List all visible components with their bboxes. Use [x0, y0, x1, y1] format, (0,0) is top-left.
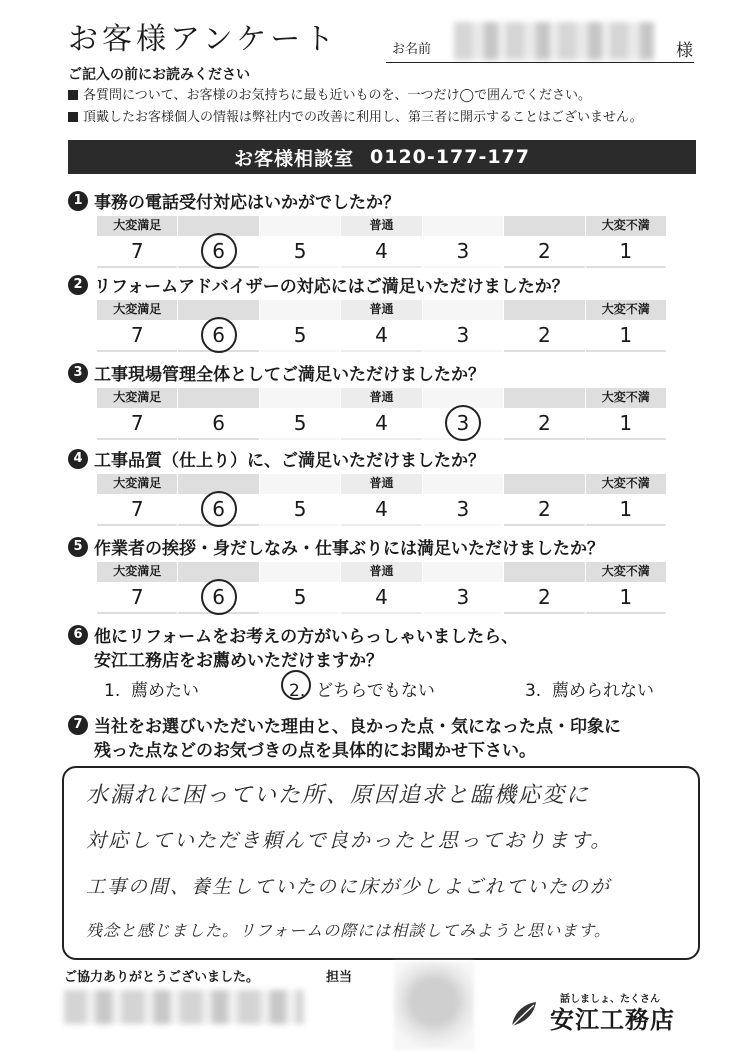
- question-3: [68, 360, 485, 385]
- company-slogan: 話しましょ、たくさん: [560, 994, 660, 1005]
- scale-label-best: 大変満足: [113, 218, 162, 232]
- rating-value: 7: [97, 320, 177, 350]
- answer-circle: [445, 405, 481, 441]
- question-number-badge: 3: [68, 363, 88, 383]
- rating-option[interactable]: [503, 474, 584, 526]
- rating-option[interactable]: [259, 474, 340, 526]
- rating-scale: [96, 562, 666, 614]
- name-label: お名前: [392, 42, 432, 57]
- question-text: 工事品質（仕上り）に、ご満足いただけましたか？: [94, 451, 485, 471]
- rating-scale: [96, 474, 666, 526]
- rating-option[interactable]: [259, 300, 340, 352]
- rating-option[interactable]: [177, 474, 258, 526]
- answer-circle: [201, 233, 237, 269]
- comment-line: 残念と感じました。リフォームの際には相談してみようと思います。: [86, 921, 611, 940]
- rating-value: 4: [341, 408, 421, 438]
- rating-value: 2: [504, 494, 584, 524]
- rating-scale: [96, 388, 666, 440]
- rating-value: 5: [260, 236, 340, 266]
- scale-label-best: 大変満足: [113, 476, 162, 490]
- rating-option[interactable]: [422, 474, 503, 526]
- scale-label-worst: 大変不満: [601, 390, 650, 404]
- question-number-badge: 1: [68, 191, 88, 211]
- staff-label: 担当: [326, 970, 353, 985]
- rating-option[interactable]: [259, 216, 340, 268]
- leaf-logo-icon: [506, 996, 542, 1032]
- rating-option[interactable]: [177, 300, 258, 352]
- rating-option[interactable]: [585, 388, 666, 440]
- comment-line: 対応していただき頼んで良かったと思っております。: [86, 828, 613, 852]
- rating-option[interactable]: [503, 216, 584, 268]
- name-suffix: 様: [676, 41, 693, 61]
- square-bullet-icon: [68, 90, 78, 100]
- rating-option[interactable]: [259, 388, 340, 440]
- rating-option[interactable]: [340, 474, 421, 526]
- question-2: [68, 272, 569, 297]
- question-text: 残った点などのお気づきの点を具体的にお聞かせ下さい。: [94, 741, 536, 761]
- scale-label-worst: 大変不満: [601, 476, 650, 490]
- option-recommend[interactable]: 1. 薦めたい: [104, 681, 200, 701]
- square-bullet-icon: [68, 112, 78, 122]
- rating-option[interactable]: [422, 562, 503, 614]
- comment-line: 工事の間、養生していたのに床が少しよごれていたのが: [86, 876, 612, 898]
- rating-option[interactable]: [177, 562, 258, 614]
- rating-option[interactable]: [96, 300, 177, 352]
- rating-value: 3: [423, 494, 503, 524]
- rating-value: 4: [341, 582, 421, 612]
- rating-value: 2: [504, 236, 584, 266]
- rating-value: 7: [97, 408, 177, 438]
- rating-option[interactable]: [503, 300, 584, 352]
- rating-value: 1: [586, 582, 666, 612]
- rating-value: 3: [423, 582, 503, 612]
- rating-option[interactable]: [259, 562, 340, 614]
- rating-option[interactable]: [340, 388, 421, 440]
- rating-value: 1: [586, 320, 666, 350]
- question-text: リフォームアドバイザーの対応にはご満足いただけましたか？: [94, 277, 569, 297]
- rating-value: 6: [178, 320, 258, 350]
- rating-option[interactable]: [177, 388, 258, 440]
- page-title: お客様アンケート: [68, 22, 339, 57]
- rating-value: 6: [178, 408, 258, 438]
- rating-option[interactable]: [422, 388, 503, 440]
- question-number-badge: 6: [68, 625, 88, 645]
- rating-option[interactable]: [340, 216, 421, 268]
- rating-value: 3: [423, 320, 503, 350]
- redacted-stamp: [394, 962, 474, 1050]
- answer-circle: [201, 491, 237, 527]
- rating-value: 6: [178, 236, 258, 266]
- rating-value: 4: [341, 320, 421, 350]
- option-not-recommend[interactable]: 3. 薦められない: [524, 681, 654, 701]
- comment-line: 水漏れに困っていた所、原因追求と臨機応変に: [86, 783, 591, 808]
- rating-value: 1: [586, 236, 666, 266]
- question-7-line2: [94, 736, 536, 761]
- rating-value: 7: [97, 236, 177, 266]
- rating-value: 2: [504, 582, 584, 612]
- scale-label-best: 大変満足: [113, 302, 162, 316]
- question-text: 当社をお選びいただいた理由と、良かった点・気になった点・印象に: [94, 717, 621, 737]
- q6-options: [104, 676, 654, 701]
- rating-option[interactable]: [177, 216, 258, 268]
- question-number-badge: 7: [68, 715, 88, 735]
- scale-label-worst: 大変不満: [601, 218, 650, 232]
- rating-option[interactable]: [340, 562, 421, 614]
- answer-circle: [281, 670, 311, 700]
- notice-item: 各質問について、お客様のお気持ちに最も近いものを、一つだけ◯で囲んでください。: [68, 84, 591, 103]
- rating-value: 6: [178, 494, 258, 524]
- rating-value: 5: [260, 408, 340, 438]
- rating-value: 1: [586, 494, 666, 524]
- thanks-text: ご協力ありがとうございました。: [64, 970, 260, 985]
- question-5: [68, 534, 604, 559]
- scale-label-mid: 普通: [369, 302, 394, 316]
- scale-label-worst: 大変不満: [601, 564, 650, 578]
- rating-value: 5: [260, 320, 340, 350]
- rating-scale: [96, 300, 666, 352]
- support-banner: [68, 140, 696, 174]
- question-number-badge: 5: [68, 537, 88, 557]
- rating-scale: [96, 216, 666, 268]
- question-text: 安江工務店をお薦めいただけますか？: [94, 651, 383, 671]
- rating-option[interactable]: [503, 562, 584, 614]
- question-1: [68, 188, 400, 213]
- rating-option[interactable]: [585, 216, 666, 268]
- rating-option[interactable]: [422, 216, 503, 268]
- rating-value: 3: [423, 236, 503, 266]
- question-text: 事務の電話受付対応はいかがでしたか？: [94, 193, 400, 213]
- scale-label-best: 大変満足: [113, 390, 162, 404]
- question-number-badge: 4: [68, 449, 88, 469]
- question-6: [68, 622, 518, 647]
- rating-option[interactable]: [585, 300, 666, 352]
- scale-label-mid: 普通: [369, 476, 394, 490]
- rating-option[interactable]: [422, 300, 503, 352]
- rating-value: 1: [586, 408, 666, 438]
- question-6-line2: [94, 646, 383, 671]
- redacted-name: [454, 22, 654, 60]
- scale-label-worst: 大変不満: [601, 302, 650, 316]
- rating-value: 7: [97, 494, 177, 524]
- scale-label-best: 大変満足: [113, 564, 162, 578]
- scale-label-mid: 普通: [369, 218, 394, 232]
- pre-heading: ご記入の前にお読みください: [68, 67, 250, 83]
- rating-option[interactable]: [96, 474, 177, 526]
- name-underline: [386, 62, 694, 63]
- answer-circle: [201, 579, 237, 615]
- question-text: 他にリフォームをお考えの方がいらっしゃいましたら、: [94, 627, 519, 647]
- company-name: 安江工務店: [550, 1006, 675, 1034]
- rating-value: 5: [260, 582, 340, 612]
- rating-value: 4: [341, 494, 421, 524]
- rating-value: 2: [504, 408, 584, 438]
- rating-option[interactable]: [96, 216, 177, 268]
- notice-item: 頂戴したお客様個人の情報は弊社内での改善に利用し、第三者に開示することはございません。: [68, 106, 643, 125]
- question-text: 作業者の挨拶・身だしなみ・仕事ぶりには満足いただけましたか？: [94, 539, 604, 559]
- rating-value: 2: [504, 320, 584, 350]
- rating-value: 3: [423, 408, 503, 438]
- rating-option[interactable]: [340, 300, 421, 352]
- scale-label-mid: 普通: [369, 564, 394, 578]
- rating-value: 4: [341, 236, 421, 266]
- rating-option[interactable]: [585, 562, 666, 614]
- rating-value: 5: [260, 494, 340, 524]
- option-neutral[interactable]: 2. どちらでもない: [289, 676, 435, 701]
- scale-label-mid: 普通: [369, 390, 394, 404]
- rating-value: 7: [97, 582, 177, 612]
- question-7: [68, 712, 621, 737]
- question-text: 工事現場管理全体としてご満足いただけましたか？: [94, 365, 485, 385]
- rating-option[interactable]: [503, 388, 584, 440]
- answer-circle: [201, 317, 237, 353]
- redacted-text: [64, 990, 304, 1024]
- question-4: [68, 446, 485, 471]
- rating-option[interactable]: [585, 474, 666, 526]
- banner-label: お客様相談室: [234, 147, 355, 170]
- question-number-badge: 2: [68, 275, 88, 295]
- rating-value: 6: [178, 582, 258, 612]
- banner-phone: 0120-177-177: [370, 146, 530, 168]
- rating-option[interactable]: [96, 562, 177, 614]
- rating-option[interactable]: [96, 388, 177, 440]
